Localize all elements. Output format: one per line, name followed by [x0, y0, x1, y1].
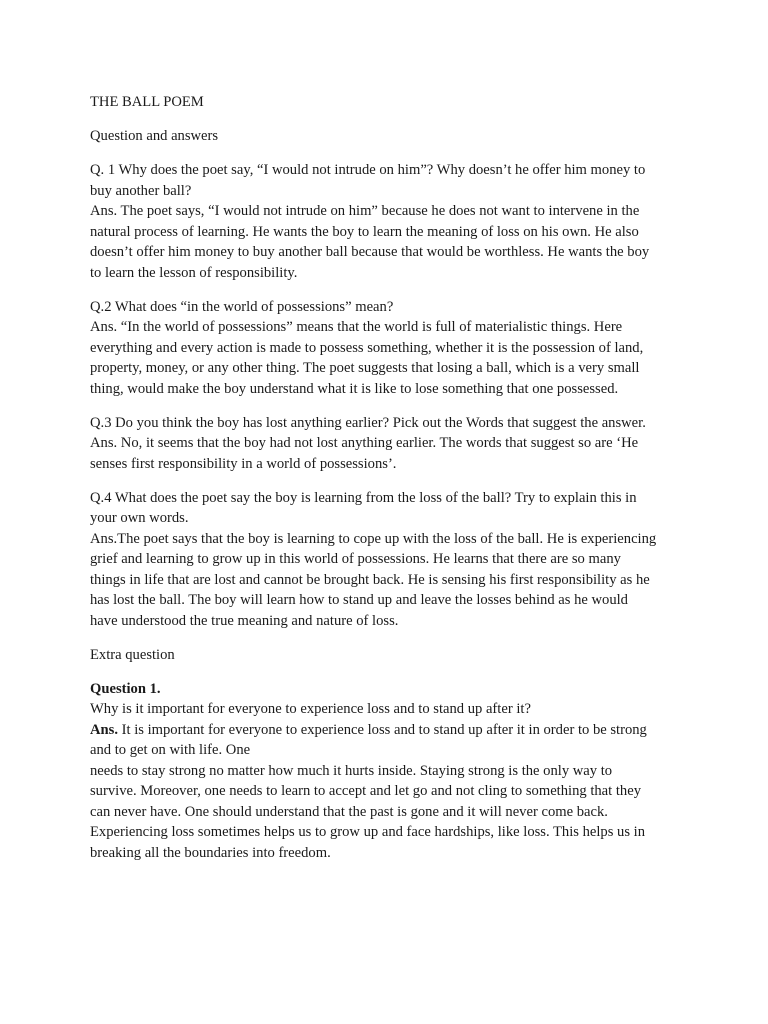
text-line: Q. 1 Why does the poet say, “I would not intrude on him”? Why doesn’t he offer him money to	[90, 162, 646, 178]
extra-question-heading: Extra question	[90, 646, 175, 663]
text-line: Ans.The poet says that the boy is learning to cope up with the loss of the ball. He is experiencing	[90, 530, 657, 547]
document-title: THE BALL POEM	[90, 94, 204, 110]
document-page	[90, 92, 680, 877]
text-line: to learn the lesson of responsibility.	[90, 264, 298, 281]
text-line: property, money, or any other thing. The poet suggests that losing a ball, which is a very small	[90, 360, 640, 376]
question-3-block	[90, 413, 680, 475]
question-label: Question 1.	[90, 680, 161, 697]
text-line: and to get on with life. One	[90, 742, 251, 758]
extra-question-block	[90, 679, 680, 864]
text-line: breaking all the boundaries into freedom.	[90, 844, 331, 861]
answer-label: Ans.	[90, 721, 118, 738]
text-line: things in life that are lost and cannot be brought back. He is sensing his first responsibility as he	[90, 571, 650, 588]
text-line: senses first responsibility in a world of possessions’.	[90, 455, 397, 472]
text-line: have understood the true meaning and nature of loss.	[90, 612, 399, 629]
text-line: grief and learning to grow up in this world of possessions. He learns that there are so many	[90, 551, 621, 567]
text-line: needs to stay strong no matter how much it hurts inside. Staying strong is the only way to	[90, 762, 613, 779]
text-line: Q.3 Do you think the boy has lost anything earlier? Pick out the Words that suggest the answer.	[90, 414, 646, 431]
text-line: survive. Moreover, one needs to learn to accept and let go and not cling to something that they	[90, 783, 641, 799]
text-line: natural process of learning. He wants the boy to learn the meaning of loss on his own. He also	[90, 223, 639, 240]
text-line: Ans. “In the world of possessions” means that the world is full of materialistic things. Here	[90, 319, 623, 335]
text-line: everything and every action is made to possess something, whether it is the possession of land,	[90, 339, 644, 356]
text-line: Ans. The poet says, “I would not intrude on him” because he does not want to intervene in the	[90, 203, 640, 219]
question-2-block	[90, 297, 680, 400]
text-line: Q.4 What does the poet say the boy is learning from the loss of the ball? Try to explain this in	[90, 489, 637, 506]
question-text: Why is it important for everyone to experience loss and to stand up after it?	[90, 701, 531, 717]
text-line: buy another ball?	[90, 182, 192, 199]
question-4-block	[90, 488, 680, 632]
answer-first-line	[90, 720, 680, 741]
document-subtitle: Question and answers	[90, 128, 219, 144]
text-line: your own words.	[90, 510, 189, 526]
text-line: Q.2 What does “in the world of possessions” mean?	[90, 298, 394, 315]
text-line: Ans. No, it seems that the boy had not lost anything earlier. The words that suggest so are ‘He	[90, 435, 639, 451]
text-line: has lost the ball. The boy will learn how to stand up and leave the losses behind as he would	[90, 592, 628, 608]
question-1-block	[90, 160, 680, 283]
text-line: can never have. One should understand that the past is gone and it will never come back.	[90, 803, 608, 820]
text-line: Experiencing loss sometimes helps us to grow up and face hardships, like loss. This helps us in	[90, 824, 646, 840]
text-line: doesn’t offer him money to buy another ball because that would be worthless. He wants the boy	[90, 244, 650, 260]
answer-text: It is important for everyone to experience loss and to stand up after it in order to be strong	[117, 721, 647, 738]
text-line: thing, would make the boy understand what it is like to lose something that one possessed.	[90, 380, 619, 397]
